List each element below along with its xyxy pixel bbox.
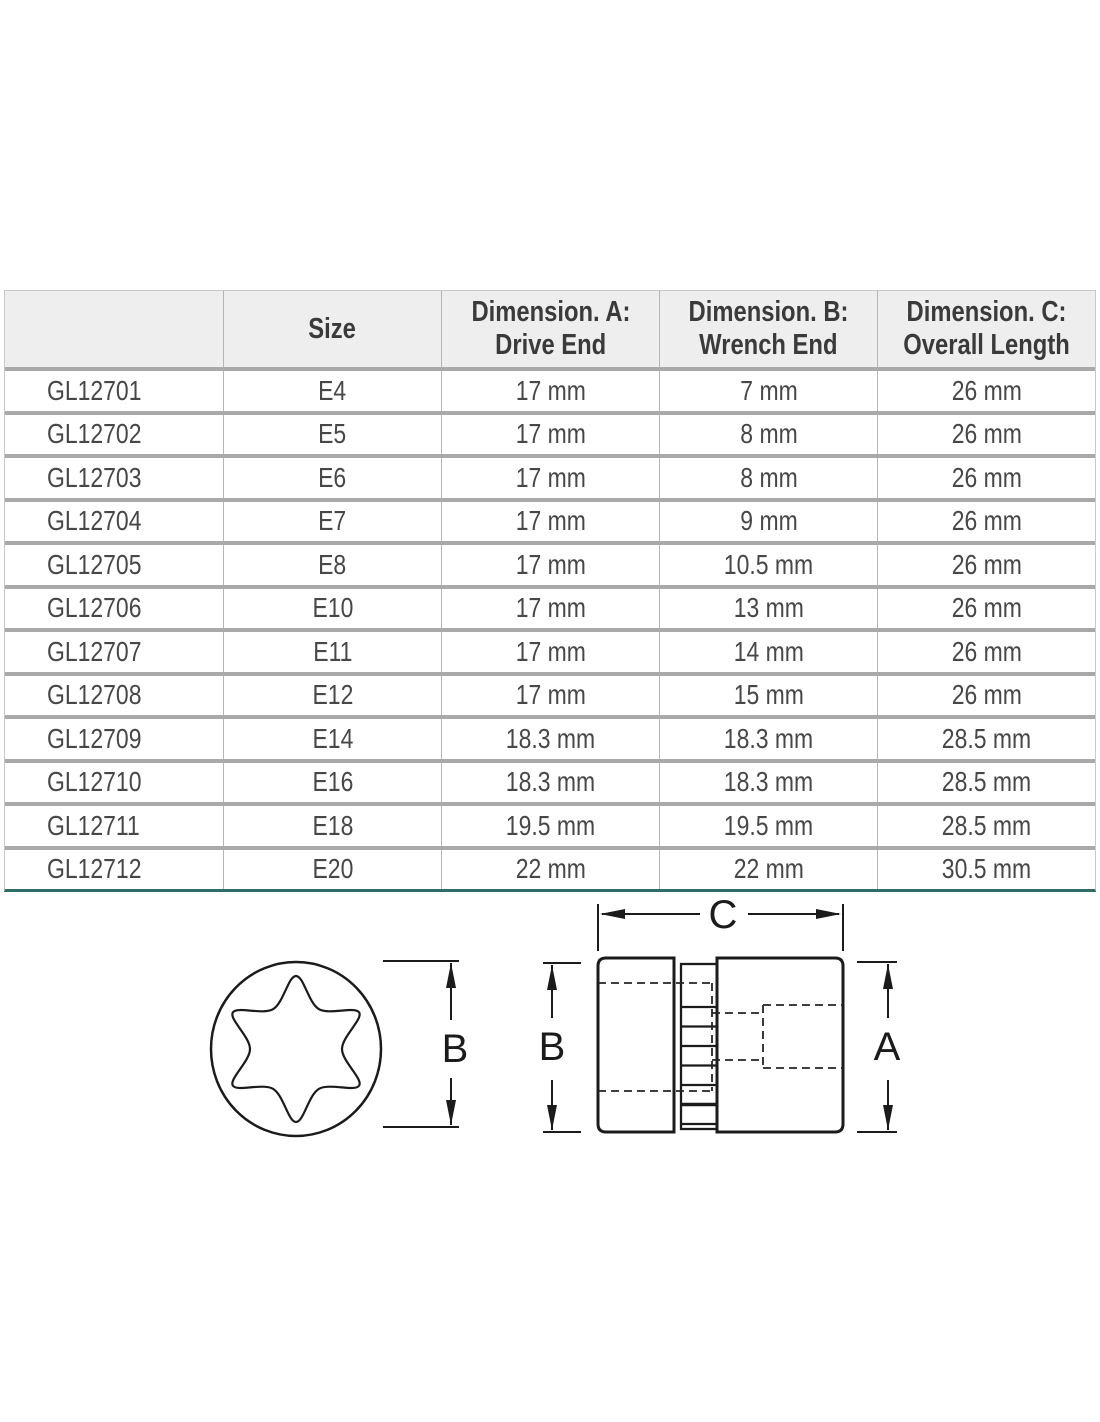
side-c-label: C [708,895,738,937]
header-dim-b-cell [659,291,877,367]
product-code-cell [5,415,223,455]
size-cell [223,850,441,890]
header-dim-c-line2: Overall Length [903,329,1070,361]
size-cell [223,545,441,585]
size-cell [223,763,441,803]
product-code-cell [5,763,223,803]
dim-b-cell [659,850,877,890]
dim-c-value: 28.5 mm [941,766,1032,798]
arrow-right-icon [816,909,841,919]
product-code: GL12708 [47,679,142,711]
product-code: GL12711 [47,809,140,841]
dim-a-cell [441,850,659,890]
size-value: E6 [318,461,347,493]
size-value: E10 [312,592,353,624]
header-blank-cell [5,291,223,367]
dim-b-cell [659,763,877,803]
product-code-cell [5,676,223,716]
dim-b-cell [659,415,877,455]
dim-b-value: 18.3 mm [723,722,814,754]
arrow-up-icon [547,965,557,990]
table-row [5,715,1095,759]
product-code-cell [5,806,223,846]
dim-b-value: 8 mm [739,418,798,450]
dim-a-value: 17 mm [515,505,586,537]
product-code: GL12710 [47,766,142,798]
dim-b-value: 9 mm [739,505,798,537]
product-code-cell [5,545,223,585]
product-code: GL12703 [47,461,142,493]
spec-table [4,290,1096,892]
header-dim-c-line1: Dimension. C: [906,296,1067,328]
dim-b-value: 14 mm [733,635,804,667]
arrow-down-icon [446,1100,456,1125]
size-value: E7 [318,505,347,537]
side-b-label: B [538,1025,566,1069]
size-value: E4 [318,374,347,406]
dim-c-cell [877,632,1095,672]
size-value: E5 [318,418,347,450]
dim-a-value: 18.3 mm [505,766,596,798]
dim-c-cell [877,545,1095,585]
wrench-end-block [717,958,843,1132]
dim-a-value: 17 mm [515,679,586,711]
dim-b-cell [659,371,877,411]
dim-c-value: 28.5 mm [941,809,1032,841]
size-cell [223,371,441,411]
dim-c-value: 26 mm [951,679,1022,711]
dim-c-cell [877,763,1095,803]
dim-b-cell [659,458,877,498]
table-row [5,846,1095,890]
dim-b-value: 13 mm [733,592,804,624]
dim-b-value: 7 mm [739,374,798,406]
product-code: GL12702 [47,418,142,450]
dim-c-cell [877,502,1095,542]
hidden-bore-lines [598,983,843,1091]
side-a-label: A [873,1025,901,1069]
dim-a-cell [441,371,659,411]
header-dim-b-line1: Dimension. B: [688,296,849,328]
size-cell [223,676,441,716]
dim-a-value: 19.5 mm [505,809,596,841]
dim-c-cell [877,371,1095,411]
product-code: GL12712 [47,853,142,885]
dim-b-cell [659,806,877,846]
dim-a-value: 17 mm [515,461,586,493]
dim-a-cell [441,502,659,542]
dim-c-cell [877,719,1095,759]
product-code: GL12706 [47,592,142,624]
table-row [5,411,1095,455]
dim-a-cell [441,415,659,455]
dim-a-value: 17 mm [515,548,586,580]
socket-outline-circle [211,962,381,1136]
dim-a-cell [441,676,659,716]
dim-a-value: 18.3 mm [505,722,596,754]
header-size-cell [223,291,441,367]
dim-b-value: 22 mm [733,853,804,885]
table-row [5,672,1095,716]
front-b-label: B [441,1027,469,1071]
dim-c-cell [877,850,1095,890]
table-row [5,628,1095,672]
dim-b-cell [659,632,877,672]
dim-b-value: 15 mm [733,679,804,711]
dim-c-value: 26 mm [951,505,1022,537]
dim-a-value: 17 mm [515,374,586,406]
dim-c-value: 26 mm [951,461,1022,493]
size-cell [223,458,441,498]
dim-c-value: 30.5 mm [941,853,1032,885]
dim-a-cell [441,806,659,846]
arrow-down-icon [547,1105,557,1130]
drive-end-block [598,958,674,1132]
header-size-label: Size [308,312,357,345]
dim-b-cell [659,676,877,716]
product-code-cell [5,502,223,542]
dim-b-value: 18.3 mm [723,766,814,798]
header-dim-b-line2: Wrench End [699,329,838,361]
size-value: E8 [318,548,347,580]
header-dim-a-line1: Dimension. A: [470,296,630,328]
size-cell [223,415,441,455]
table-row [5,454,1095,498]
product-code: GL12705 [47,548,142,580]
dim-c-value: 26 mm [951,418,1022,450]
dim-b-cell [659,502,877,542]
dim-c-cell [877,806,1095,846]
header-dim-a-line2: Drive End [494,329,607,361]
arrow-up-icon [446,963,456,988]
table-row [5,759,1095,803]
header-dim-a-cell [441,291,659,367]
dim-c-value: 28.5 mm [941,722,1032,754]
product-code-cell [5,371,223,411]
arrow-up-icon [883,964,893,989]
dim-b-cell [659,589,877,629]
arrow-down-icon [883,1105,893,1130]
dim-c-value: 26 mm [951,374,1022,406]
dim-a-cell [441,458,659,498]
dim-c-cell [877,676,1095,716]
size-value: E16 [312,766,353,798]
dim-a-value: 22 mm [515,853,586,885]
torx-profile-figure [211,961,468,1136]
dim-a-cell [441,763,659,803]
dim-a-cell [441,589,659,629]
dim-c-value: 26 mm [951,635,1022,667]
size-cell [223,632,441,672]
dim-b-cell [659,719,877,759]
dim-c-cell [877,415,1095,455]
product-code: GL12709 [47,722,142,754]
dim-a-cell [441,545,659,585]
table-row [5,367,1095,411]
dim-b-cell [659,545,877,585]
dim-b-value: 19.5 mm [723,809,814,841]
dim-b-value: 8 mm [739,461,798,493]
dim-c-cell [877,458,1095,498]
size-cell [223,806,441,846]
product-code-cell [5,589,223,629]
product-code-cell [5,850,223,890]
size-value: E12 [312,679,353,711]
dim-a-cell [441,632,659,672]
socket-side-figure [539,895,901,1132]
dim-a-cell [441,719,659,759]
product-code-cell [5,719,223,759]
product-code: GL12701 [47,374,142,406]
product-code: GL12707 [47,635,142,667]
dim-a-value: 17 mm [515,592,586,624]
product-code-cell [5,632,223,672]
size-value: E20 [312,853,353,885]
size-cell [223,719,441,759]
product-code-cell [5,458,223,498]
product-code: GL12704 [47,505,142,537]
dim-c-value: 26 mm [951,548,1022,580]
technical-drawing [0,895,1100,1157]
header-dim-c-cell [877,291,1095,367]
dim-a-value: 17 mm [515,418,586,450]
size-cell [223,502,441,542]
table-row [5,802,1095,846]
torx-star-path [232,976,359,1122]
table-row [5,498,1095,542]
size-value: E11 [312,635,353,667]
table-header-row [5,291,1095,367]
dim-c-cell [877,589,1095,629]
size-cell [223,589,441,629]
table-row [5,585,1095,629]
size-value: E18 [312,809,353,841]
table-row [5,541,1095,585]
dim-b-value: 10.5 mm [723,548,814,580]
arrow-left-icon [600,909,625,919]
size-value: E14 [312,722,353,754]
dim-c-value: 26 mm [951,592,1022,624]
dim-a-value: 17 mm [515,635,586,667]
